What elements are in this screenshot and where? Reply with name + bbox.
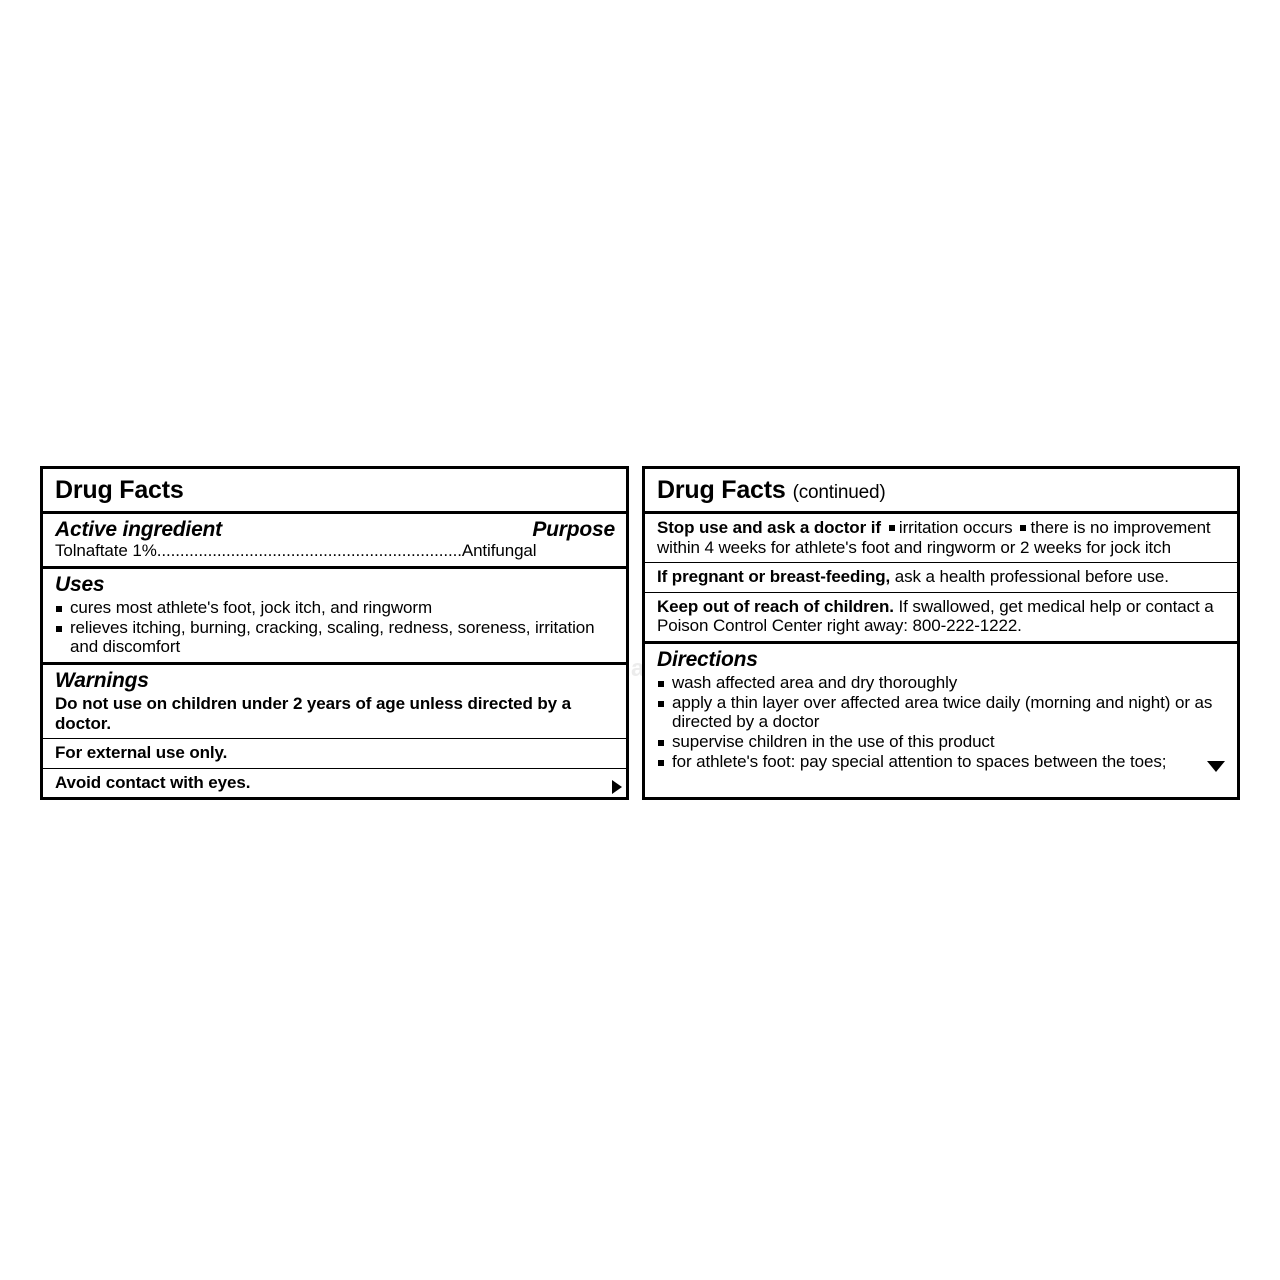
continue-down-arrow-icon — [1207, 761, 1225, 772]
list-item: for athlete's foot: pay special attention to spaces between the toes; — [657, 752, 1226, 771]
pregnant-section — [645, 563, 1237, 593]
active-ingredient-heading: Active ingredient — [55, 518, 222, 541]
active-ingredient-header — [55, 518, 615, 542]
purpose-heading: Purpose — [532, 518, 615, 541]
page-title-continued: Drug Facts — [657, 476, 786, 504]
square-bullet-icon — [1020, 525, 1026, 531]
keep-out-section — [645, 593, 1237, 644]
external-use-text: For external use only. — [55, 743, 228, 763]
keep-out-text — [657, 597, 1226, 636]
left-title-row — [43, 469, 626, 514]
list-item: wash affected area and dry thoroughly — [657, 673, 1226, 692]
directions-section — [645, 644, 1237, 777]
drug-facts-panel-right — [642, 466, 1240, 800]
directions-list — [657, 673, 1226, 771]
keep-out-rest: If swallowed, get medical help or contact a Poison Control Center right away: 800-222-1222. — [657, 596, 1214, 636]
avoid-contact-section — [43, 769, 626, 798]
warnings-section — [43, 665, 626, 739]
square-bullet-icon — [889, 525, 895, 531]
stop-use-heading: Stop use and ask a doctor if — [657, 518, 881, 537]
stop-use-section — [645, 514, 1237, 563]
page-title: Drug Facts — [55, 476, 184, 504]
continued-label: (continued) — [792, 482, 886, 503]
warnings-do-not-use: Do not use on children under 2 years of age unless directed by a doctor. — [55, 694, 572, 733]
directions-heading: Directions — [657, 647, 758, 671]
uses-list — [55, 598, 615, 656]
keep-out-bold: Keep out of reach of children. — [657, 596, 894, 616]
list-item: cures most athlete's foot, jock itch, and ringworm — [55, 598, 615, 617]
continue-right-arrow-icon — [612, 780, 622, 794]
active-ingredient-line: Tolnaftate 1%..................................................................Antifungal — [55, 541, 537, 560]
active-ingredient-section — [43, 514, 626, 569]
pregnant-rest: ask a health professional before use. — [894, 567, 1169, 587]
pregnant-text — [657, 567, 1226, 587]
drug-facts-panel-left — [40, 466, 629, 800]
uses-heading: Uses — [55, 573, 105, 596]
avoid-contact-text: Avoid contact with eyes. — [55, 772, 251, 792]
warnings-heading: Warnings — [55, 669, 149, 693]
list-item: apply a thin layer over affected area twice daily (morning and night) or as directed by a doctor — [657, 693, 1226, 731]
stop-use-bullet-2: there is no improvement within 4 weeks for athlete's foot and ringworm or 2 weeks for jock itch — [657, 518, 1211, 557]
pregnant-bold: If pregnant or breast-feeding, — [657, 567, 891, 587]
external-use-section — [43, 739, 626, 769]
right-title-row — [645, 469, 1237, 514]
uses-section — [43, 569, 626, 665]
list-item: supervise children in the use of this product — [657, 732, 1226, 751]
stop-use-text — [657, 518, 1226, 557]
drug-facts-panels — [40, 466, 1240, 800]
stop-use-bullet-1: irritation occurs — [898, 518, 1013, 537]
list-item: relieves itching, burning, cracking, scaling, redness, soreness, irritation and discomfort — [55, 618, 615, 656]
